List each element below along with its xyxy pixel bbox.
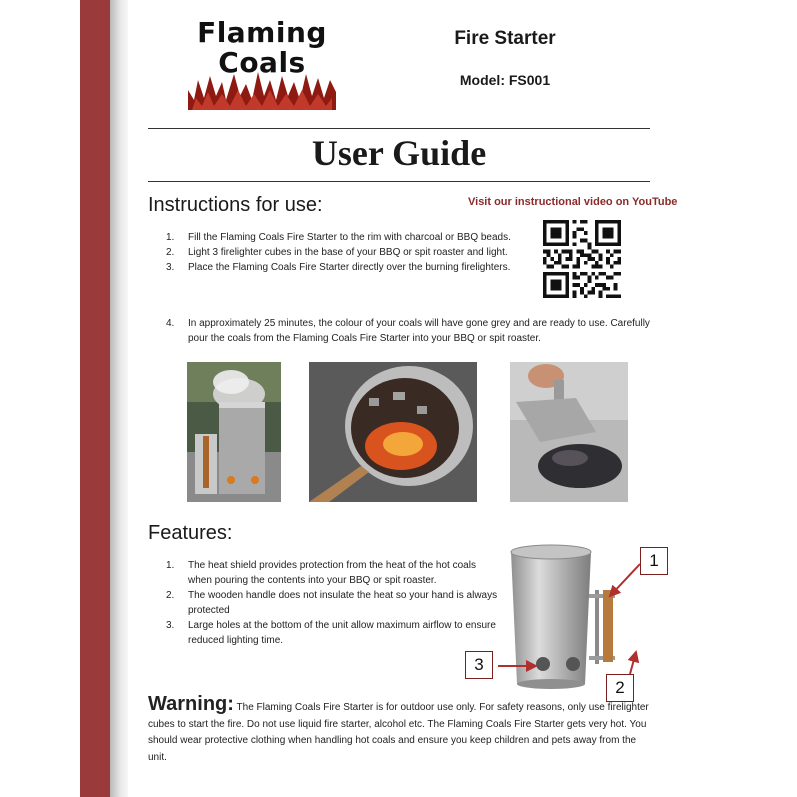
model-number: Model: FS001 (459, 72, 551, 88)
callout-1: 1 (640, 547, 668, 575)
callout-3: 3 (465, 651, 493, 679)
feature-item: 1. The heat shield provides protection from the heat of the hot coals when pouring the contents into your BBQ or spit roaster. (166, 560, 476, 586)
instruction-item: 1. Fill the Flaming Coals Fire Starter to the rim with charcoal or BBQ beads. (166, 232, 511, 243)
instruction-item: 4. In approximately 25 minutes, the colour of your coals will have gone grey and are ready to use. Carefully pour the coals from the Flaming Coals Fire Starter into your BBQ or spit roaster. (166, 318, 650, 344)
side-bar-red (80, 0, 110, 797)
photo-coals-burning (309, 362, 477, 502)
features-heading: Features: (148, 522, 233, 544)
photo-chimney-smoking (187, 362, 281, 502)
instruction-item: 3. Place the Flaming Coals Fire Starter directly over the burning firelighters. (166, 262, 511, 273)
warning-text: The Flaming Coals Fire Starter is for outdoor use only. For safety reasons, only use firelighter cubes to start the fire. Do not use liquid fire starter, alcohol etc. The Flaming Coals Fire Starter gets very hot. You should wear protective clothing when handling hot coals and ensure you keep children and pets away from the unit. (148, 702, 649, 763)
instructions-heading: Instructions for use: (148, 194, 323, 216)
features-list (166, 558, 501, 648)
instruction-item: 2. Light 3 firelighter cubes in the base of your BBQ or spit roaster and light. (166, 247, 508, 258)
product-title: Fire Starter (454, 28, 556, 49)
feature-item: 3. Large holes at the bottom of the unit allow maximum airflow to ensure reduced lighting time. (166, 620, 496, 646)
instructions-list (166, 230, 516, 275)
warning-title: Warning: (148, 693, 234, 715)
qr-code-icon[interactable] (543, 220, 621, 298)
divider-bottom (148, 181, 650, 182)
callout-2: 2 (606, 674, 634, 702)
youtube-video-link[interactable]: Visit our instructional video on YouTube (468, 196, 678, 208)
callout-arrows (460, 540, 680, 690)
brand-logo (186, 16, 338, 112)
photo-pouring-coals (510, 362, 628, 502)
logo-text-line1: Flaming (197, 16, 327, 49)
divider-top (148, 128, 650, 129)
feature-item: 2. The wooden handle does not insulate the heat so your hand is always protected (166, 590, 498, 616)
instructions-list-continued (166, 316, 656, 346)
guide-title: User Guide (311, 133, 487, 173)
warning-section (148, 693, 654, 766)
side-bar-grey (110, 0, 128, 797)
logo-text-line2: Coals (218, 46, 306, 79)
